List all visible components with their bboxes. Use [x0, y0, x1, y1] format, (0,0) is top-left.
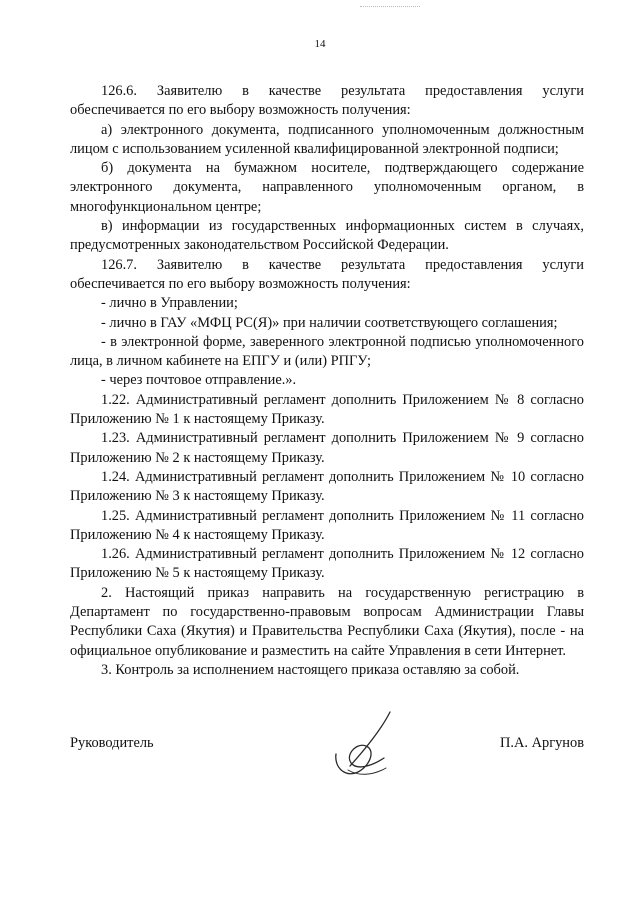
list-item-mfc: - лично в ГАУ «МФЦ РС(Я)» при наличии соответствующего соглашения; — [101, 314, 558, 331]
paragraph-b: б) документа на бумажном носителе, подтверждающего содержание электронного документа, направленного уполномоченным органом, в многофункциональном центре; — [70, 160, 584, 215]
paragraph-2: 2. Настоящий приказ направить на государственную регистрацию в Департамент по государственно-правовым вопросам Администрации Главы Республики Саха (Якутия) и Правительства Республики Саха (Якутия), после - на официальное опубликование и разместить на сайте Управления в сети Интернет. — [70, 584, 584, 659]
signatory-name: П.А. Аргунов — [500, 735, 584, 751]
paragraph-1-25: 1.25. Административный регламент дополнить Приложением № 11 согласно Приложению № 4 к настоящему Приказу. — [70, 507, 584, 543]
signatory-role: Руководитель — [70, 735, 154, 751]
paragraph-126-7: 126.7. Заявителю в качестве результата предоставления услуги обеспечивается по его выбору возможность получения: — [70, 256, 584, 292]
list-item-electronic: - в электронной форме, заверенного электронной подписью уполномоченного лица, в личном кабинете на ЕПГУ и (или) РПГУ; — [70, 333, 584, 370]
paragraph-1-26: 1.26. Административный регламент дополнить Приложением № 12 согласно Приложению № 5 к настоящему Приказу. — [70, 546, 584, 582]
list-item-in-person: - лично в Управлении; — [101, 295, 238, 312]
paragraph-126-6: 126.6. Заявителю в качестве результата предоставления услуги обеспечивается по его выбору возможность получения: — [70, 83, 584, 119]
list-item-post: - через почтовое отправление.». — [101, 372, 297, 389]
paragraph-a: а) электронного документа, подписанного уполномоченным должностным лицом с использованием усиленной квалифицированной электронной подписи; — [70, 121, 584, 157]
document-body — [70, 82, 584, 680]
paragraph-1-22: 1.22. Административный регламент дополнить Приложением № 8 согласно Приложению № 1 к настоящему Приказу. — [70, 391, 584, 428]
page-number: 14 — [314, 38, 326, 50]
paragraph-1-24: 1.24. Административный регламент дополнить Приложением № 10 согласно Приложению № 3 к настоящему Приказу. — [70, 468, 584, 505]
scan-speck — [360, 6, 420, 9]
paragraph-v: в) информации из государственных информационных систем в случаях, предусмотренных законодательством Российской Федерации. — [70, 218, 584, 254]
paragraph-1-23: 1.23. Административный регламент дополнить Приложением № 9 согласно Приложению № 2 к настоящему Приказу. — [70, 430, 584, 466]
paragraph-3: 3. Контроль за исполнением настоящего приказа оставляю за собой. — [101, 661, 520, 678]
signature-block — [70, 735, 584, 759]
